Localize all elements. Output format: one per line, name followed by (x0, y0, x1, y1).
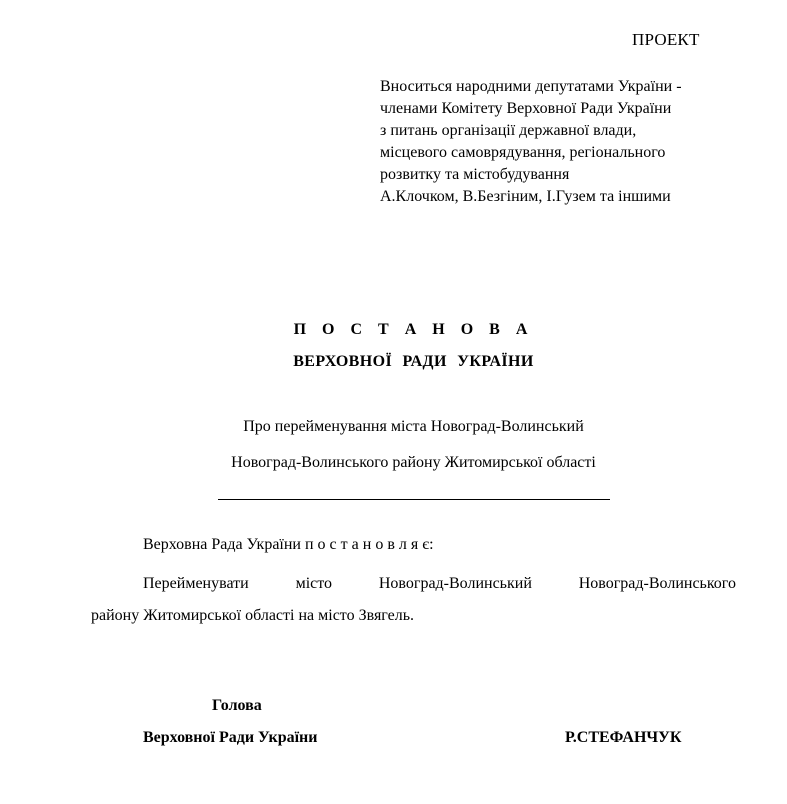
submitters-line: А.Клочком, В.Безгіним, І.Гузем та іншими (380, 188, 671, 205)
resolution-preamble: Верховна Рада України п о с т а н о в л я є: (143, 536, 434, 553)
draft-status-label: ПРОЕКТ (632, 30, 700, 49)
submitters-line: з питань організації державної влади, (380, 122, 637, 139)
issuing-body-title: ВЕРХОВНОЇ РАДИ УКРАЇНИ (293, 353, 534, 370)
decision-line-1 (91, 568, 736, 600)
decision-word: місто (295, 575, 333, 592)
submitters-line: розвитку та містобудування (380, 166, 570, 183)
submitters-line: членами Комітету Верховної Ради України (380, 100, 672, 117)
resolution-decision (91, 568, 736, 632)
document-type-title: П О С Т А Н О В А (293, 321, 534, 338)
decision-word: Перейменувати (143, 575, 249, 592)
submitters-block (380, 76, 682, 208)
subject-line-2: Новоград-Волинського району Житомирської області (231, 454, 596, 471)
submitters-line: Вноситься народними депутатами України - (380, 78, 682, 95)
decision-word: Новоград-Волинський (378, 575, 532, 592)
separator-rule (218, 499, 610, 500)
signatory-title-line-1: Голова (212, 697, 262, 714)
subject-line-1: Про перейменування міста Новоград-Волинський (243, 418, 584, 435)
signatory-title-line-2: Верховної Ради України (143, 729, 318, 746)
submitters-line: місцевого самоврядування, регіонального (380, 144, 666, 161)
decision-line-2: району Житомирської області на місто Звягель. (91, 607, 415, 624)
signatory-name: Р.СТЕФАНЧУК (565, 729, 682, 746)
decision-word: Новоград-Волинського (578, 575, 736, 592)
